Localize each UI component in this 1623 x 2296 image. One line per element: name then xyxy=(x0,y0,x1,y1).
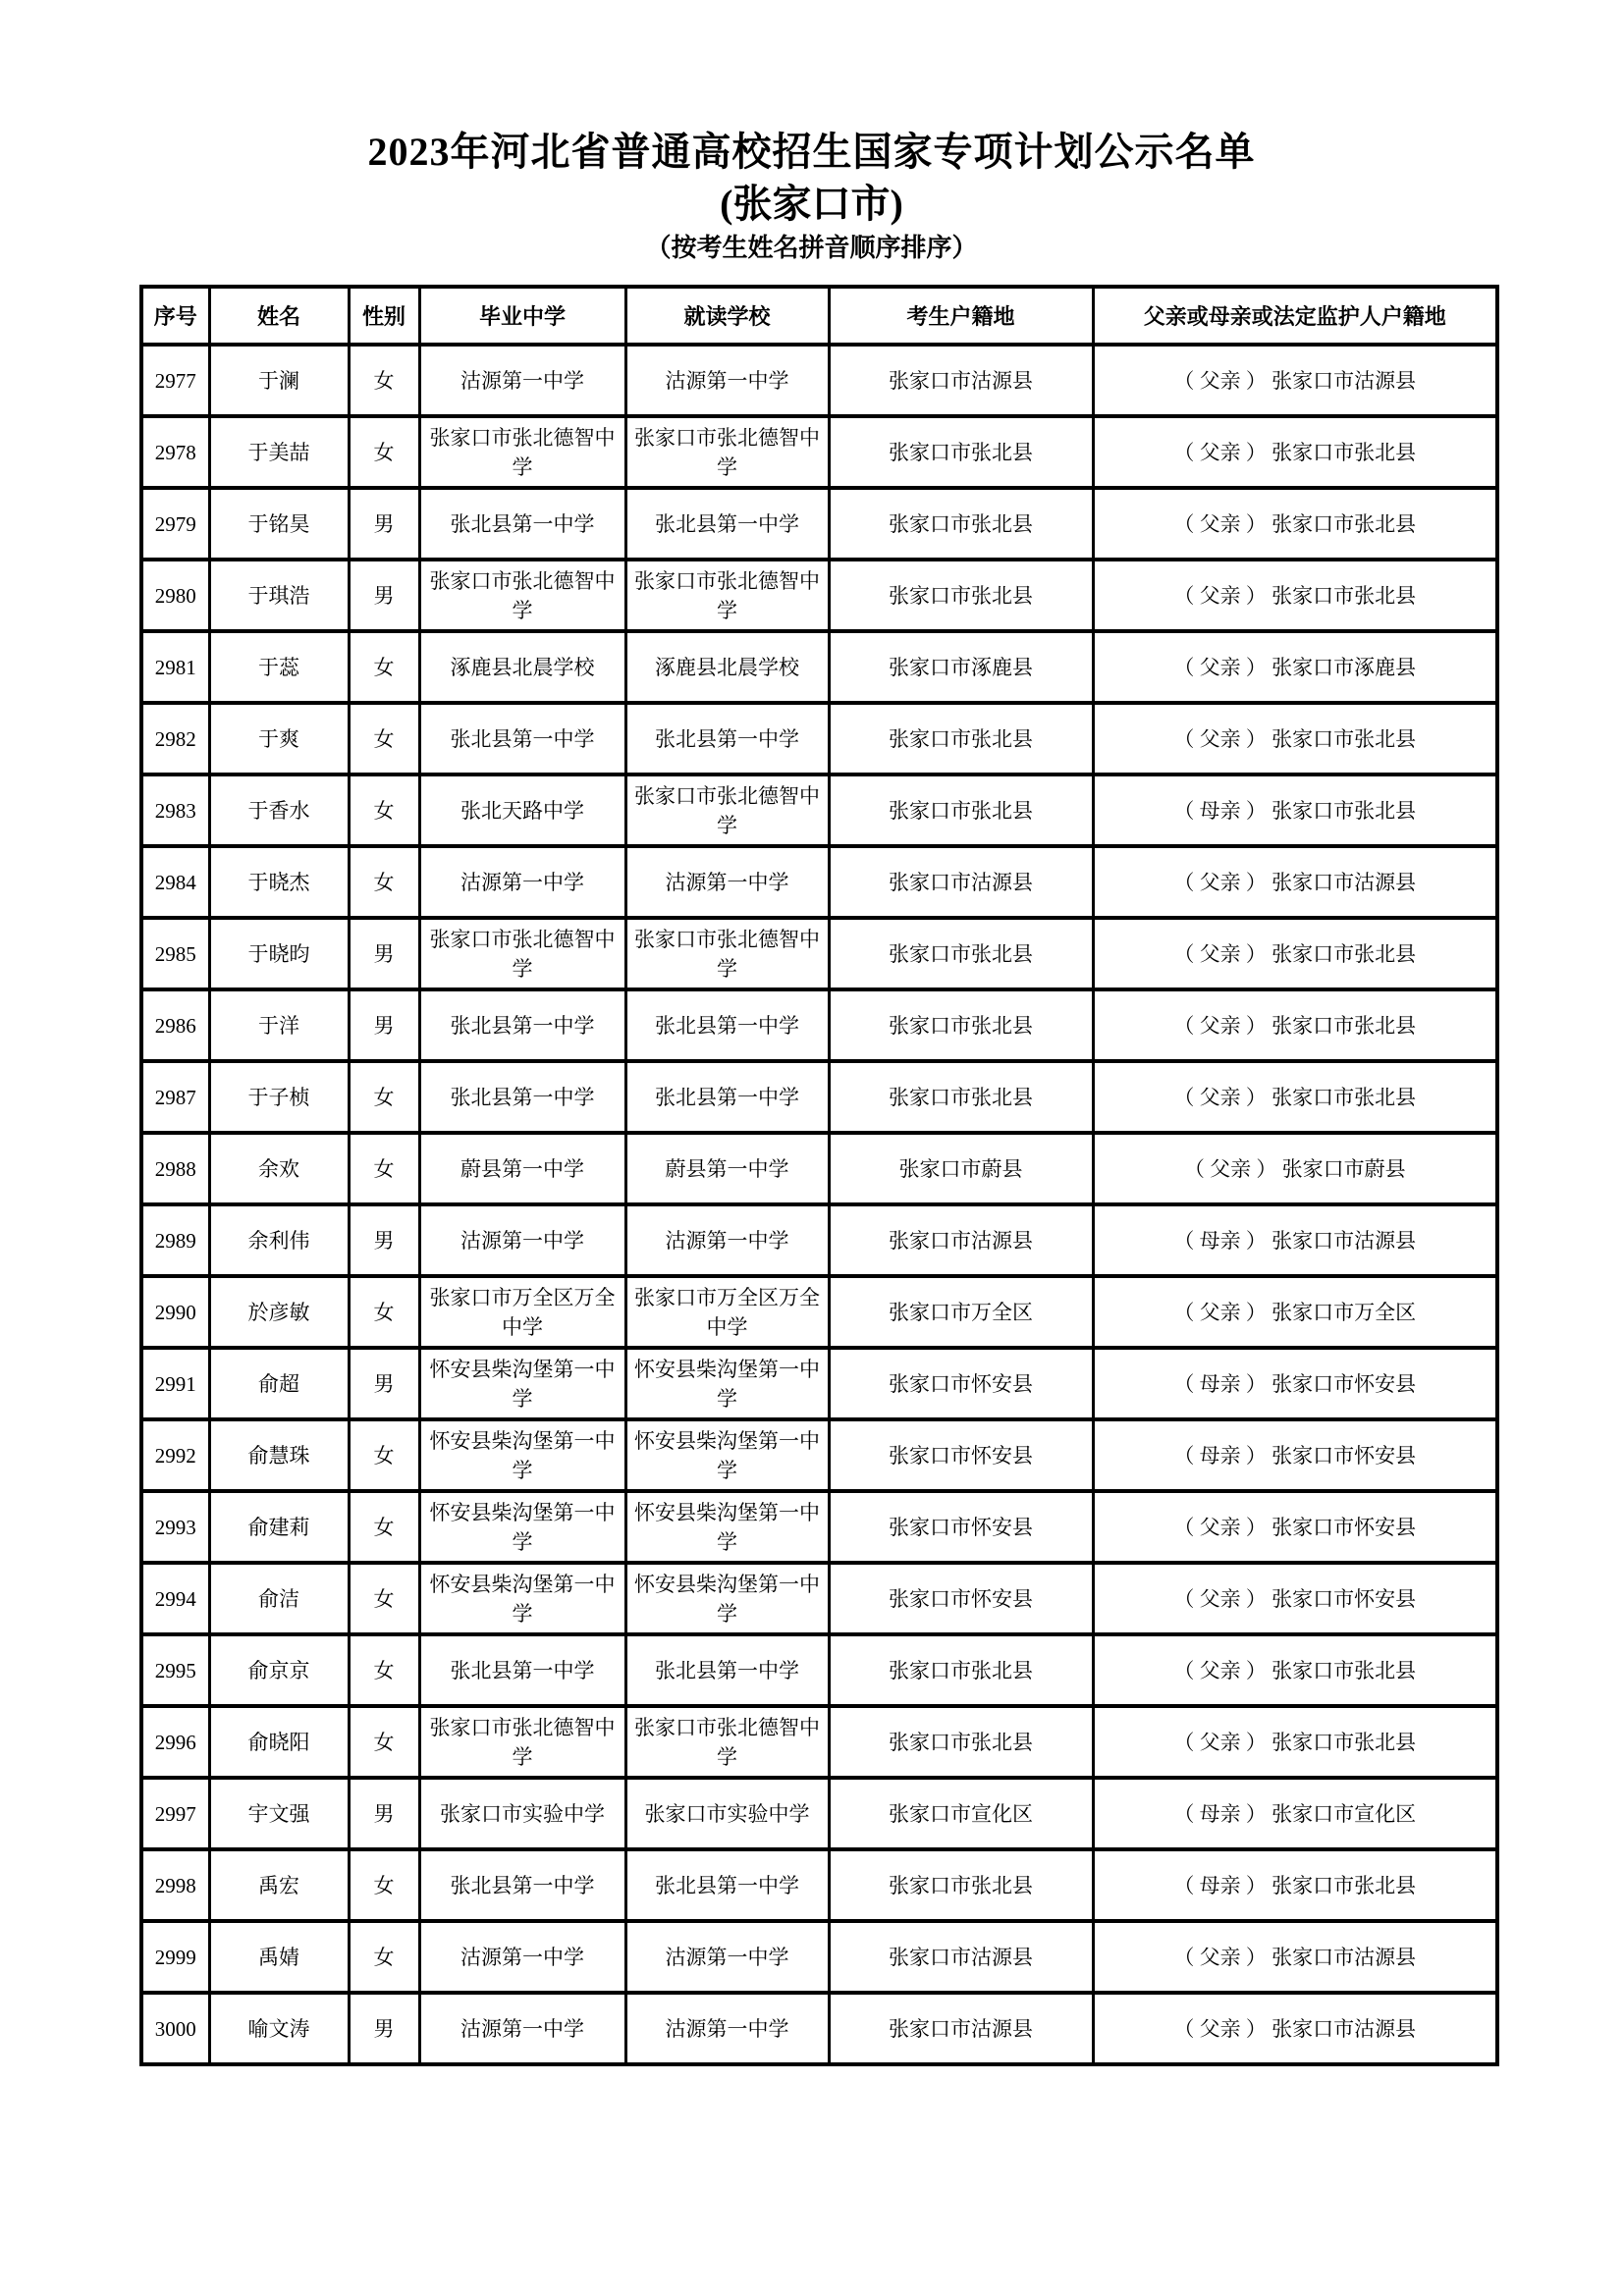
row-index-cell: 2999 xyxy=(141,1921,209,1993)
guardian-residence-cell: （ 母亲 ） 张家口市沽源县 xyxy=(1093,1204,1497,1276)
graduation-school-cell: 蔚县第一中学 xyxy=(419,1133,625,1204)
table-row xyxy=(141,1706,1497,1778)
attending-school-cell: 张家口市张北德智中学 xyxy=(625,560,829,631)
name-cell: 于澜 xyxy=(209,345,349,416)
page-subtitle-city: (张家口市) xyxy=(720,182,903,226)
guardian-residence-cell: （ 父亲 ） 张家口市沽源县 xyxy=(1093,1921,1497,1993)
column-header-name: 姓名 xyxy=(209,287,349,345)
attending-school-cell: 张北县第一中学 xyxy=(625,989,829,1061)
row-index-cell: 2990 xyxy=(141,1276,209,1348)
graduation-school-cell: 涿鹿县北晨学校 xyxy=(419,631,625,703)
graduation-school-cell: 张家口市张北德智中学 xyxy=(419,1706,625,1778)
row-index-cell: 2985 xyxy=(141,918,209,989)
gender-cell: 女 xyxy=(349,1706,419,1778)
graduation-school-cell: 张北县第一中学 xyxy=(419,488,625,560)
table-row xyxy=(141,1133,1497,1204)
attending-school-cell: 怀安县柴沟堡第一中学 xyxy=(625,1491,829,1563)
gender-cell: 男 xyxy=(349,560,419,631)
guardian-residence-cell: （ 母亲 ） 张家口市怀安县 xyxy=(1093,1419,1497,1491)
guardian-residence-cell: （ 父亲 ） 张家口市张北县 xyxy=(1093,918,1497,989)
residence-cell: 张家口市沽源县 xyxy=(829,1993,1093,2064)
gender-cell: 男 xyxy=(349,1348,419,1419)
guardian-residence-cell: （ 父亲 ） 张家口市涿鹿县 xyxy=(1093,631,1497,703)
guardian-residence-cell: （ 父亲 ） 张家口市沽源县 xyxy=(1093,1993,1497,2064)
residence-cell: 张家口市沽源县 xyxy=(829,345,1093,416)
guardian-residence-cell: （ 母亲 ） 张家口市宣化区 xyxy=(1093,1778,1497,1849)
name-cell: 余欢 xyxy=(209,1133,349,1204)
name-cell: 於彦敏 xyxy=(209,1276,349,1348)
attending-school-cell: 张家口市张北德智中学 xyxy=(625,918,829,989)
gender-cell: 女 xyxy=(349,1563,419,1634)
gender-cell: 男 xyxy=(349,989,419,1061)
residence-cell: 张家口市张北县 xyxy=(829,918,1093,989)
table-row xyxy=(141,1348,1497,1419)
graduation-school-cell: 怀安县柴沟堡第一中学 xyxy=(419,1419,625,1491)
residence-cell: 张家口市张北县 xyxy=(829,989,1093,1061)
graduation-school-cell: 怀安县柴沟堡第一中学 xyxy=(419,1563,625,1634)
attending-school-cell: 沽源第一中学 xyxy=(625,1204,829,1276)
guardian-residence-cell: （ 父亲 ） 张家口市张北县 xyxy=(1093,1634,1497,1706)
attending-school-cell: 怀安县柴沟堡第一中学 xyxy=(625,1563,829,1634)
graduation-school-cell: 张家口市万全区万全中学 xyxy=(419,1276,625,1348)
gender-cell: 女 xyxy=(349,1491,419,1563)
residence-cell: 张家口市怀安县 xyxy=(829,1563,1093,1634)
row-index-cell: 3000 xyxy=(141,1993,209,2064)
name-cell: 于美喆 xyxy=(209,416,349,488)
table-row xyxy=(141,989,1497,1061)
table-row xyxy=(141,918,1497,989)
name-cell: 俞建莉 xyxy=(209,1491,349,1563)
attending-school-cell: 张北县第一中学 xyxy=(625,703,829,774)
row-index-cell: 2977 xyxy=(141,345,209,416)
residence-cell: 张家口市张北县 xyxy=(829,1061,1093,1133)
table-row xyxy=(141,703,1497,774)
row-index-cell: 2979 xyxy=(141,488,209,560)
row-index-cell: 2992 xyxy=(141,1419,209,1491)
column-header-gender: 性别 xyxy=(349,287,419,345)
graduation-school-cell: 沽源第一中学 xyxy=(419,1921,625,1993)
row-index-cell: 2993 xyxy=(141,1491,209,1563)
table-row xyxy=(141,1491,1497,1563)
attending-school-cell: 张北县第一中学 xyxy=(625,488,829,560)
table-row xyxy=(141,1204,1497,1276)
attending-school-cell: 张家口市张北德智中学 xyxy=(625,1706,829,1778)
gender-cell: 女 xyxy=(349,416,419,488)
name-cell: 于洋 xyxy=(209,989,349,1061)
gender-cell: 男 xyxy=(349,1778,419,1849)
residence-cell: 张家口市怀安县 xyxy=(829,1491,1093,1563)
table-row xyxy=(141,1634,1497,1706)
row-index-cell: 2981 xyxy=(141,631,209,703)
guardian-residence-cell: （ 父亲 ） 张家口市张北县 xyxy=(1093,416,1497,488)
column-header-index: 序号 xyxy=(141,287,209,345)
name-cell: 禹宏 xyxy=(209,1849,349,1921)
name-cell: 于爽 xyxy=(209,703,349,774)
residence-cell: 张家口市涿鹿县 xyxy=(829,631,1093,703)
table-row xyxy=(141,1778,1497,1849)
title-block xyxy=(0,126,1623,265)
name-cell: 余利伟 xyxy=(209,1204,349,1276)
roster-table xyxy=(139,285,1499,2066)
row-index-cell: 2989 xyxy=(141,1204,209,1276)
residence-cell: 张家口市张北县 xyxy=(829,1706,1093,1778)
gender-cell: 女 xyxy=(349,1921,419,1993)
residence-cell: 张家口市张北县 xyxy=(829,488,1093,560)
residence-cell: 张家口市沽源县 xyxy=(829,1921,1093,1993)
header-row xyxy=(141,287,1497,345)
residence-cell: 张家口市沽源县 xyxy=(829,1204,1093,1276)
name-cell: 俞京京 xyxy=(209,1634,349,1706)
name-cell: 于琪浩 xyxy=(209,560,349,631)
guardian-residence-cell: （ 父亲 ） 张家口市万全区 xyxy=(1093,1276,1497,1348)
attending-school-cell: 怀安县柴沟堡第一中学 xyxy=(625,1348,829,1419)
gender-cell: 女 xyxy=(349,1419,419,1491)
residence-cell: 张家口市万全区 xyxy=(829,1276,1093,1348)
graduation-school-cell: 张家口市张北德智中学 xyxy=(419,918,625,989)
name-cell: 俞超 xyxy=(209,1348,349,1419)
gender-cell: 男 xyxy=(349,918,419,989)
name-cell: 于香水 xyxy=(209,774,349,846)
row-index-cell: 2991 xyxy=(141,1348,209,1419)
gender-cell: 女 xyxy=(349,1133,419,1204)
attending-school-cell: 张家口市实验中学 xyxy=(625,1778,829,1849)
column-header-residence: 考生户籍地 xyxy=(829,287,1093,345)
graduation-school-cell: 张北天路中学 xyxy=(419,774,625,846)
row-index-cell: 2986 xyxy=(141,989,209,1061)
name-cell: 俞洁 xyxy=(209,1563,349,1634)
name-cell: 喻文涛 xyxy=(209,1993,349,2064)
row-index-cell: 2998 xyxy=(141,1849,209,1921)
residence-cell: 张家口市张北县 xyxy=(829,1634,1093,1706)
guardian-residence-cell: （ 母亲 ） 张家口市张北县 xyxy=(1093,1849,1497,1921)
guardian-residence-cell: （ 父亲 ） 张家口市张北县 xyxy=(1093,1706,1497,1778)
row-index-cell: 2995 xyxy=(141,1634,209,1706)
table-row xyxy=(141,1921,1497,1993)
guardian-residence-cell: （ 母亲 ） 张家口市怀安县 xyxy=(1093,1348,1497,1419)
name-cell: 于子桢 xyxy=(209,1061,349,1133)
name-cell: 宇文强 xyxy=(209,1778,349,1849)
residence-cell: 张家口市张北县 xyxy=(829,774,1093,846)
gender-cell: 女 xyxy=(349,846,419,918)
name-cell: 于蕊 xyxy=(209,631,349,703)
row-index-cell: 2996 xyxy=(141,1706,209,1778)
graduation-school-cell: 沽源第一中学 xyxy=(419,1993,625,2064)
graduation-school-cell: 张北县第一中学 xyxy=(419,1061,625,1133)
gender-cell: 女 xyxy=(349,774,419,846)
guardian-residence-cell: （ 父亲 ） 张家口市张北县 xyxy=(1093,989,1497,1061)
graduation-school-cell: 张家口市张北德智中学 xyxy=(419,560,625,631)
gender-cell: 女 xyxy=(349,703,419,774)
table-row xyxy=(141,1061,1497,1133)
attending-school-cell: 沽源第一中学 xyxy=(625,1921,829,1993)
gender-cell: 男 xyxy=(349,488,419,560)
name-cell: 俞慧珠 xyxy=(209,1419,349,1491)
gender-cell: 女 xyxy=(349,1849,419,1921)
graduation-school-cell: 张北县第一中学 xyxy=(419,703,625,774)
gender-cell: 男 xyxy=(349,1204,419,1276)
table-row xyxy=(141,846,1497,918)
attending-school-cell: 蔚县第一中学 xyxy=(625,1133,829,1204)
table-row xyxy=(141,1563,1497,1634)
row-index-cell: 2987 xyxy=(141,1061,209,1133)
name-cell: 于晓杰 xyxy=(209,846,349,918)
guardian-residence-cell: （ 父亲 ） 张家口市张北县 xyxy=(1093,1061,1497,1133)
graduation-school-cell: 沽源第一中学 xyxy=(419,1204,625,1276)
sort-order-note: （按考生姓名拼音顺序排序） xyxy=(645,234,978,262)
residence-cell: 张家口市张北县 xyxy=(829,1849,1093,1921)
guardian-residence-cell: （ 父亲 ） 张家口市沽源县 xyxy=(1093,345,1497,416)
table-row xyxy=(141,488,1497,560)
attending-school-cell: 怀安县柴沟堡第一中学 xyxy=(625,1419,829,1491)
guardian-residence-cell: （ 父亲 ） 张家口市怀安县 xyxy=(1093,1491,1497,1563)
attending-school-cell: 沽源第一中学 xyxy=(625,1993,829,2064)
guardian-residence-cell: （ 父亲 ） 张家口市蔚县 xyxy=(1093,1133,1497,1204)
name-cell: 于铭昊 xyxy=(209,488,349,560)
graduation-school-cell: 怀安县柴沟堡第一中学 xyxy=(419,1491,625,1563)
table-row xyxy=(141,416,1497,488)
graduation-school-cell: 张北县第一中学 xyxy=(419,1634,625,1706)
row-index-cell: 2982 xyxy=(141,703,209,774)
guardian-residence-cell: （ 父亲 ） 张家口市沽源县 xyxy=(1093,846,1497,918)
residence-cell: 张家口市怀安县 xyxy=(829,1419,1093,1491)
guardian-residence-cell: （ 母亲 ） 张家口市张北县 xyxy=(1093,774,1497,846)
row-index-cell: 2997 xyxy=(141,1778,209,1849)
table-row xyxy=(141,774,1497,846)
attending-school-cell: 沽源第一中学 xyxy=(625,345,829,416)
table-row xyxy=(141,1276,1497,1348)
graduation-school-cell: 沽源第一中学 xyxy=(419,345,625,416)
column-header-graduation-school: 毕业中学 xyxy=(419,287,625,345)
graduation-school-cell: 沽源第一中学 xyxy=(419,846,625,918)
residence-cell: 张家口市蔚县 xyxy=(829,1133,1093,1204)
row-index-cell: 2994 xyxy=(141,1563,209,1634)
gender-cell: 女 xyxy=(349,345,419,416)
graduation-school-cell: 怀安县柴沟堡第一中学 xyxy=(419,1348,625,1419)
table-row xyxy=(141,1993,1497,2064)
residence-cell: 张家口市张北县 xyxy=(829,416,1093,488)
residence-cell: 张家口市张北县 xyxy=(829,560,1093,631)
column-header-guardian-residence: 父亲或母亲或法定监护人户籍地 xyxy=(1093,287,1497,345)
name-cell: 于晓昀 xyxy=(209,918,349,989)
row-index-cell: 2980 xyxy=(141,560,209,631)
attending-school-cell: 张北县第一中学 xyxy=(625,1849,829,1921)
attending-school-cell: 张北县第一中学 xyxy=(625,1061,829,1133)
attending-school-cell: 张北县第一中学 xyxy=(625,1634,829,1706)
gender-cell: 男 xyxy=(349,1993,419,2064)
residence-cell: 张家口市沽源县 xyxy=(829,846,1093,918)
row-index-cell: 2978 xyxy=(141,416,209,488)
column-header-attending-school: 就读学校 xyxy=(625,287,829,345)
guardian-residence-cell: （ 父亲 ） 张家口市张北县 xyxy=(1093,560,1497,631)
name-cell: 禹婧 xyxy=(209,1921,349,1993)
table-row xyxy=(141,1419,1497,1491)
attending-school-cell: 涿鹿县北晨学校 xyxy=(625,631,829,703)
attending-school-cell: 沽源第一中学 xyxy=(625,846,829,918)
gender-cell: 女 xyxy=(349,1634,419,1706)
gender-cell: 女 xyxy=(349,631,419,703)
guardian-residence-cell: （ 父亲 ） 张家口市张北县 xyxy=(1093,703,1497,774)
graduation-school-cell: 张家口市实验中学 xyxy=(419,1778,625,1849)
attending-school-cell: 张家口市张北德智中学 xyxy=(625,774,829,846)
graduation-school-cell: 张北县第一中学 xyxy=(419,989,625,1061)
row-index-cell: 2983 xyxy=(141,774,209,846)
table-row xyxy=(141,1849,1497,1921)
gender-cell: 女 xyxy=(349,1061,419,1133)
residence-cell: 张家口市张北县 xyxy=(829,703,1093,774)
graduation-school-cell: 张北县第一中学 xyxy=(419,1849,625,1921)
graduation-school-cell: 张家口市张北德智中学 xyxy=(419,416,625,488)
guardian-residence-cell: （ 父亲 ） 张家口市怀安县 xyxy=(1093,1563,1497,1634)
gender-cell: 女 xyxy=(349,1276,419,1348)
row-index-cell: 2984 xyxy=(141,846,209,918)
table-row xyxy=(141,345,1497,416)
row-index-cell: 2988 xyxy=(141,1133,209,1204)
attending-school-cell: 张家口市张北德智中学 xyxy=(625,416,829,488)
attending-school-cell: 张家口市万全区万全中学 xyxy=(625,1276,829,1348)
table-row xyxy=(141,560,1497,631)
page-title: 2023年河北省普通高校招生国家专项计划公示名单 xyxy=(367,130,1256,174)
table-row xyxy=(141,631,1497,703)
residence-cell: 张家口市怀安县 xyxy=(829,1348,1093,1419)
name-cell: 俞晓阳 xyxy=(209,1706,349,1778)
guardian-residence-cell: （ 父亲 ） 张家口市张北县 xyxy=(1093,488,1497,560)
residence-cell: 张家口市宣化区 xyxy=(829,1778,1093,1849)
